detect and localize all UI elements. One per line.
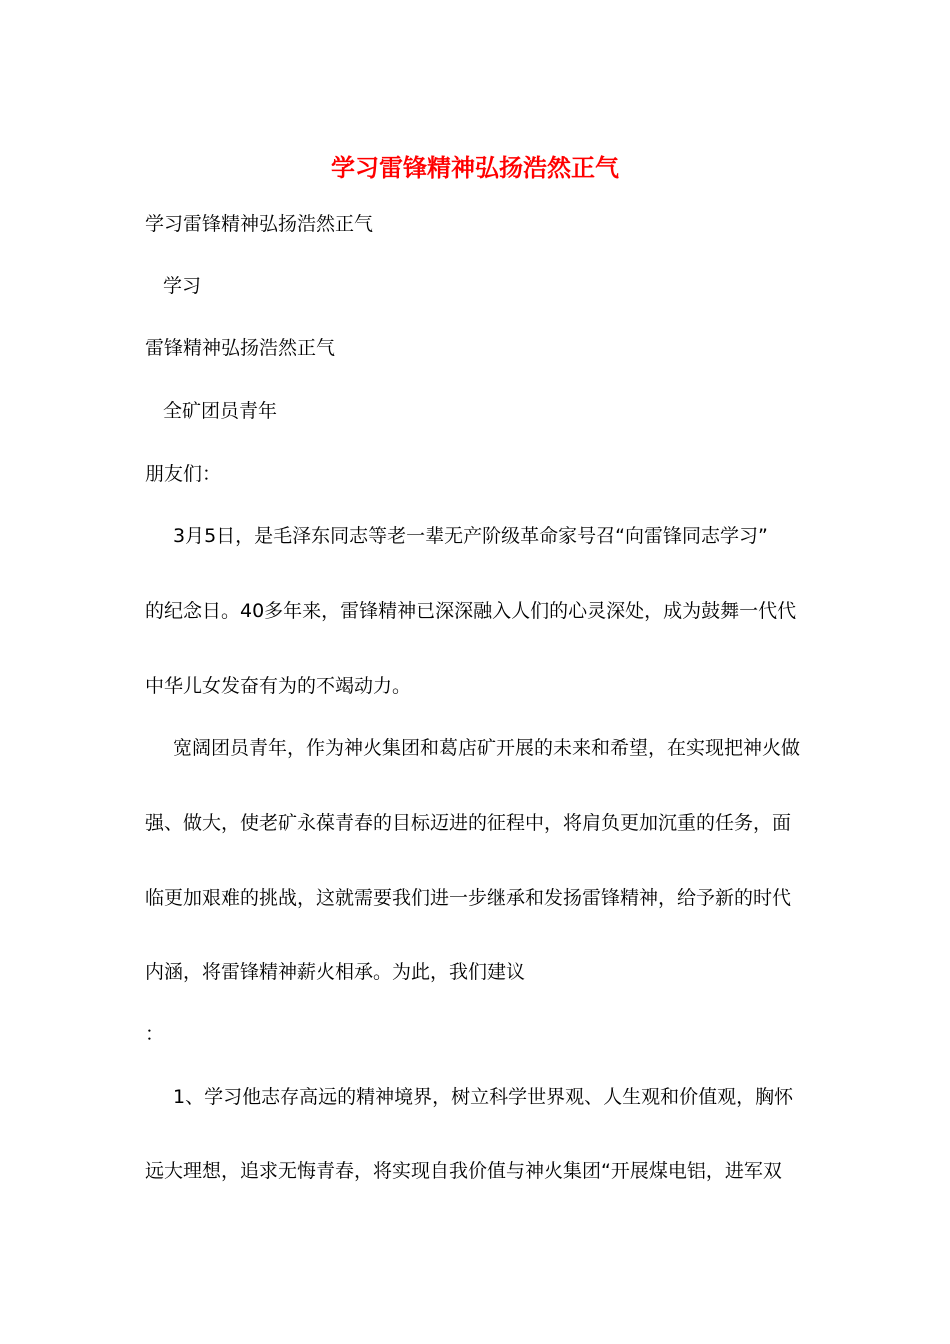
body-text-line: 的纪念日。40多年来，雷锋精神已深深融入人们的心灵深处，成为鼓舞一代代	[145, 600, 797, 622]
heading-line: 学习雷锋精神弘扬浩然正气	[145, 213, 374, 235]
body-text-line: 远大理想，追求无悔青春，将实现自我价值与神火集团“开展煤电铝，进军双	[145, 1160, 782, 1182]
document-title: 学习雷锋精神弘扬浩然正气	[331, 153, 619, 182]
body-text-line: 中华儿女发奋有为的不竭动力。	[145, 675, 412, 697]
body-text-line: 1、学习他志存高远的精神境界，树立科学世界观、人生观和价值观，胸怀	[173, 1086, 794, 1108]
body-text-line: 强、做大，使老矿永葆青春的目标迈进的征程中，将肩负更加沉重的任务，面	[145, 812, 792, 834]
body-text-line: 宽阔团员青年，作为神火集团和葛店矿开展的未来和希望，在实现把神火做	[173, 737, 801, 759]
body-text-line: ：	[145, 1023, 165, 1045]
heading-line: 雷锋精神弘扬浩然正气	[145, 337, 336, 359]
body-text-line: 3月5日，是毛泽东同志等老一辈无产阶级革命家号召“向雷锋同志学习”	[173, 525, 768, 547]
body-text-line: 临更加艰难的挑战，这就需要我们进一步继承和发扬雷锋精神，给予新的时代	[145, 887, 792, 909]
heading-line: 学习	[163, 275, 202, 297]
salutation-line: 朋友们：	[145, 463, 222, 485]
author-line: 全矿团员青年	[163, 400, 278, 422]
body-text-line: 内涵，将雷锋精神薪火相承。为此，我们建议	[145, 961, 526, 983]
